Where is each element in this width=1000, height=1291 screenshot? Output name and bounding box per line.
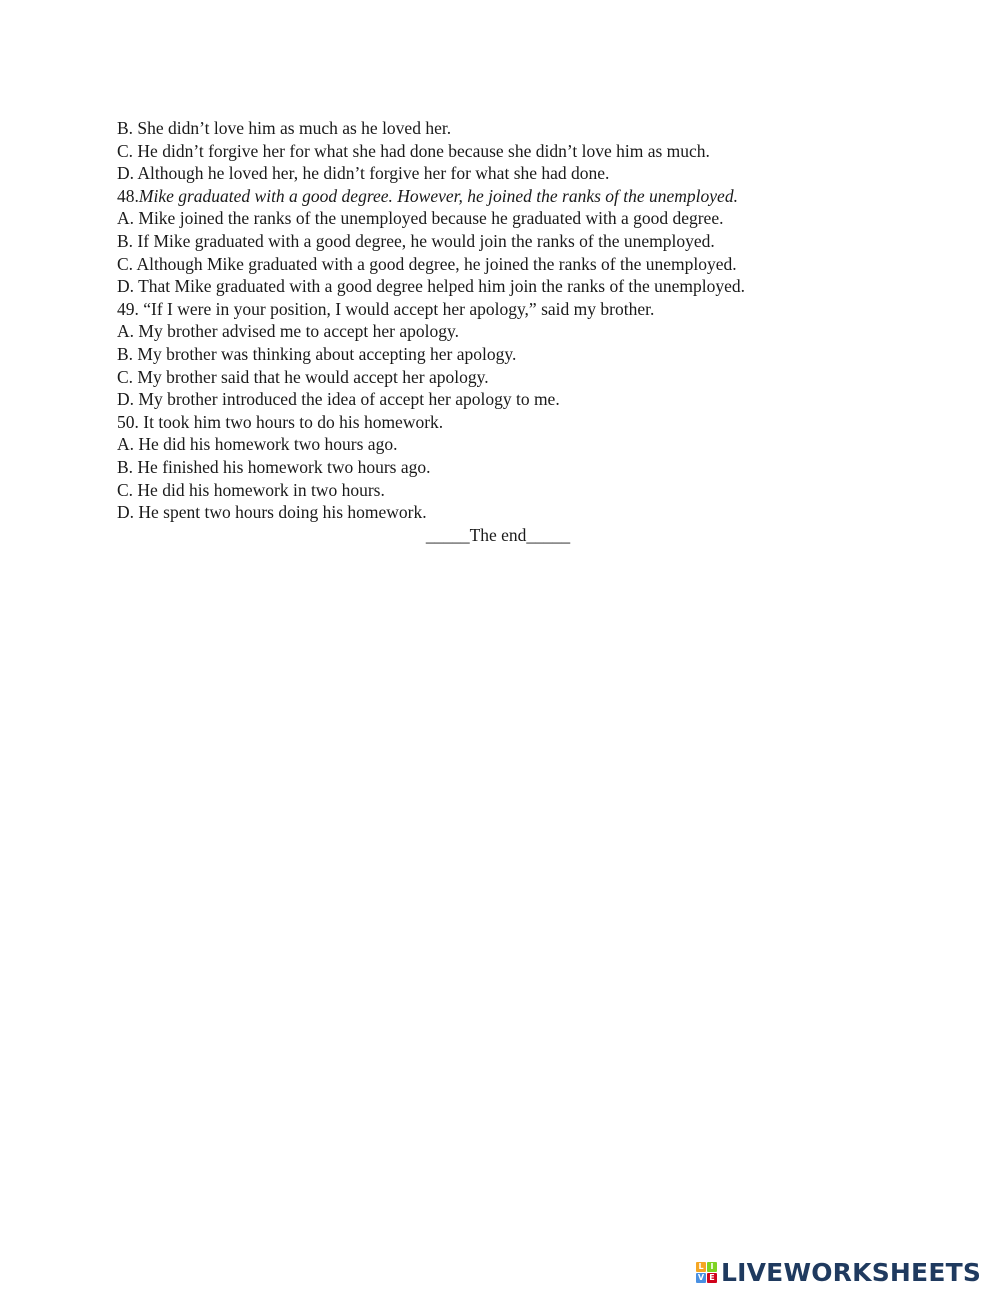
line-text: C. Although Mike graduated with a good degree, he joined the ranks of the unemployed.	[117, 253, 737, 274]
question-text: 49. “If I were in your position, I would accept her apology,” said my brother.	[117, 298, 655, 319]
answer-line	[117, 479, 877, 502]
line-text: D. That Mike graduated with a good degree helped him join the ranks of the unemployed.	[117, 276, 746, 297]
logo-blocks-icon	[696, 1262, 717, 1283]
line-text: A. He did his homework two hours ago.	[117, 434, 398, 455]
answer-line	[117, 501, 877, 524]
line-text: B. My brother was thinking about accepting her apology.	[117, 343, 517, 364]
answer-line	[117, 366, 877, 389]
answer-line	[117, 207, 877, 230]
answer-line	[117, 140, 877, 163]
line-text: B. She didn’t love him as much as he loved her.	[117, 118, 452, 138]
line-text: C. My brother said that he would accept her apology.	[117, 366, 489, 387]
liveworksheets-logo	[696, 1257, 981, 1287]
answer-line	[117, 253, 877, 276]
line-text: C. He didn’t forgive her for what she had done because she didn’t love him as much.	[117, 140, 710, 161]
line-text: B. He finished his homework two hours ago.	[117, 456, 431, 477]
question-49	[117, 298, 877, 321]
answer-line	[117, 343, 877, 366]
logo-text: LIVEWORKSHEETS	[721, 1257, 982, 1287]
logo-block: I	[707, 1262, 717, 1272]
line-text: C. He did his homework in two hours.	[117, 479, 385, 500]
line-text: B. If Mike graduated with a good degree, he would join the ranks of the unemployed.	[117, 230, 715, 251]
worksheet-page	[117, 117, 877, 546]
line-text: D. My brother introduced the idea of accept her apology to me.	[117, 389, 560, 410]
logo-block: V	[697, 1272, 705, 1282]
line-text: D. He spent two hours doing his homework.	[117, 502, 427, 523]
line-text: A. Mike joined the ranks of the unemployed because he graduated with a good degree.	[117, 208, 724, 229]
question-text: Mike graduated with a good degree. However, he joined the ranks of the unemployed.	[138, 185, 738, 206]
question-text: 50. It took him two hours to do his homework.	[117, 411, 444, 432]
answer-line	[117, 433, 877, 456]
answer-line	[117, 162, 877, 185]
answer-line	[117, 388, 877, 411]
answer-line	[117, 275, 877, 298]
question-48	[117, 185, 877, 208]
answer-line	[117, 117, 877, 140]
line-text: D. Although he loved her, he didn’t forgive her for what she had done.	[117, 163, 610, 184]
question-50	[117, 411, 877, 434]
question-number: 48.	[117, 185, 139, 206]
logo-block: E	[707, 1273, 717, 1283]
answer-line	[117, 320, 877, 343]
line-text: A. My brother advised me to accept her apology.	[117, 321, 459, 342]
the-end-marker: _____The end_____	[425, 524, 571, 545]
answer-line	[117, 230, 877, 253]
logo-block: L	[696, 1262, 706, 1272]
answer-line	[117, 456, 877, 479]
